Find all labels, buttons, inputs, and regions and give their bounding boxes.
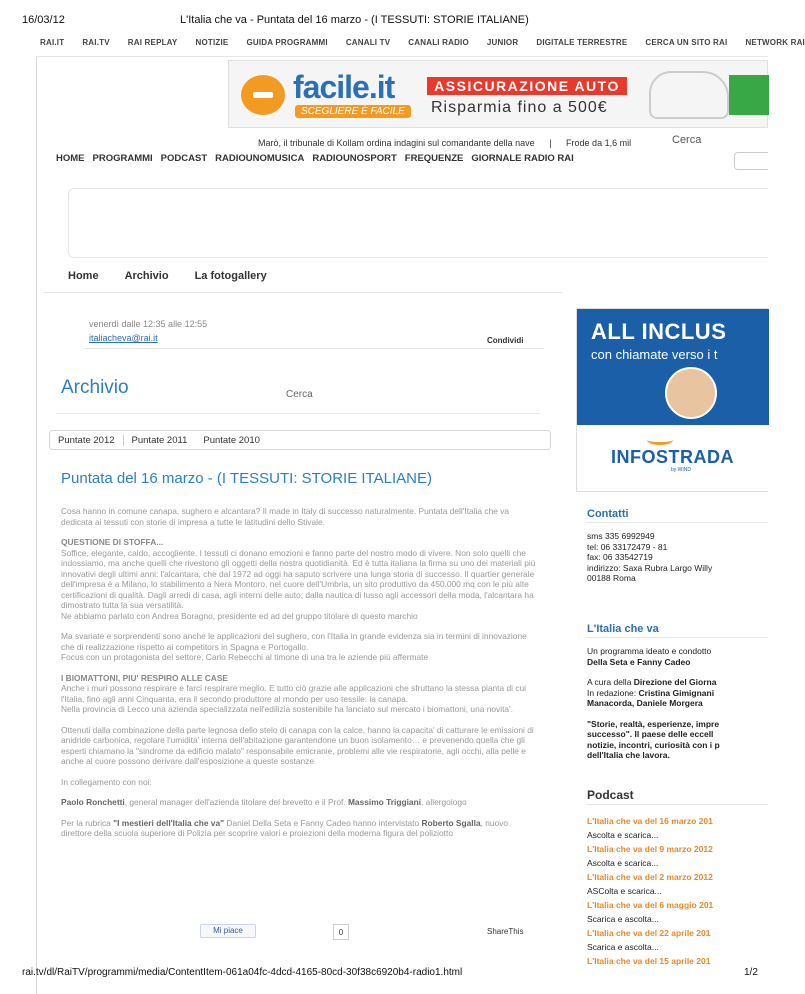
topnav-notizie[interactable]: NOTIZIE [195, 38, 229, 47]
print-date: 16/03/12 [22, 14, 65, 26]
section-text: Anche i muri possono respirare e farci respirare meglio. E tutto ciò grazie alle applicazioni che sfruttano la stessa pianta di cui l'Italia, fino agli anni Cinquanta, era il secondo produttore al mondo per uso tessile: la canapa. [61, 683, 527, 704]
info-line: notizie, incontri, curiosità con i p [587, 739, 720, 750]
tab-puntate-2011[interactable]: Puntate 2011 [131, 434, 188, 446]
ad-infostrada[interactable] [576, 308, 768, 492]
facebook-like-button[interactable]: Mi piace [200, 924, 256, 938]
section-text: Focus con un protagonista del settore, Carlo Rebecchi al timone di una tra le aziende più affermate [61, 652, 429, 662]
topnav-digitale-terrestre[interactable]: DIGITALE TERRESTRE [536, 38, 628, 47]
nav-radiounosport[interactable]: RADIOUNOSPORT [312, 153, 397, 164]
ad-subline: con chiamate verso i t [591, 347, 718, 362]
podcast-link[interactable]: L'Italia che va del 16 marzo 201 [587, 816, 713, 826]
ad-headline: ASSICURAZIONE AUTO [427, 77, 627, 95]
contatti-title: Contatti [587, 508, 629, 520]
archive-title: Archivio [61, 377, 129, 398]
ad-headline: ALL INCLUS [591, 319, 727, 344]
rubrica-part: , nuovo direttore della scuola superiore di Polizia per scoprire valori e proiezioni della moderna figura del poliziotto [61, 817, 509, 838]
ad-subline: Risparmia fino a 500€ [431, 99, 608, 116]
podcast-action[interactable]: Scarica e ascolta... [587, 942, 659, 952]
article-section [61, 537, 537, 621]
nav-giornale-radio[interactable]: GIORNALE RADIO RAI [471, 153, 574, 164]
contatti-block [587, 531, 768, 584]
subnav-fotogallery[interactable]: La fotogallery [194, 270, 267, 282]
topnav-rai-replay[interactable]: RAI REPLAY [127, 38, 178, 47]
ticker-item[interactable]: Marò, il tribunale di Kollam ordina indagini sul comandante della nave [258, 138, 535, 148]
podcast-list [587, 814, 768, 968]
section-heading: QUESTIONE DI STOFFA... [61, 537, 164, 547]
topnav-network[interactable]: NETWORK RAI [745, 38, 805, 47]
ad-banner-facile[interactable] [228, 60, 768, 128]
contact-city: 00188 Roma [587, 573, 636, 583]
facile-mark-icon [241, 75, 285, 115]
divider [587, 522, 768, 523]
social-row [200, 924, 540, 942]
program-hero-banner [68, 188, 768, 258]
section-text: Ne abbiamo parlato con Andrea Boragno, presidente ed ad del gruppo titolare di questo marchio [61, 610, 418, 621]
rubrica-person: Roberto Sgalla [421, 817, 481, 828]
rubrica-name: "I mestieri dell'Italia che va" [113, 817, 225, 828]
collegamento-text: In collegamento con noi: [61, 776, 152, 787]
guest-text: , general manager dell'azienda titolare del brevetto e il Prof. [124, 797, 348, 807]
podcast-link[interactable]: L'Italia che va del 22 aprile 201 [587, 928, 711, 938]
guests-text [61, 797, 537, 808]
topnav-rai-it[interactable]: RAI.IT [40, 38, 65, 47]
like-count: 0 [333, 924, 349, 940]
rubrica-part: Daniel Della Seta e Fanny Cadeo hanno intervistato [224, 817, 422, 828]
print-title: L'Italia che va - Puntata del 16 marzo - (I TESSUTI: STORIE ITALIANE) [180, 14, 529, 26]
podcast-title: Podcast [587, 788, 634, 802]
article-title: Puntata del 16 marzo - (I TESSUTI: STORIE ITALIANE) [61, 470, 432, 487]
info-line: successo". Il paese delle eccell [587, 729, 714, 739]
ticker-item[interactable]: Frode da 1,6 mil [566, 138, 632, 148]
podcast-link[interactable]: L'Italia che va del 2 marzo 2012 [587, 872, 713, 882]
archive-tabs [49, 430, 551, 450]
guest-name: Paolo Ronchetti [61, 797, 125, 807]
program-info-title: L'Italia che va [587, 623, 659, 635]
podcast-action[interactable]: Scarica e ascolta... [587, 914, 659, 924]
podcast-link[interactable]: L'Italia che va del 9 marzo 2012 [587, 844, 713, 854]
sharethis-button[interactable]: ShareThis [487, 927, 524, 936]
email-link[interactable]: italiacheva@rai.it [89, 333, 158, 343]
nav-podcast[interactable]: PODCAST [160, 153, 208, 164]
divider [56, 413, 540, 414]
podcast-action[interactable]: Ascolta e scarica... [587, 858, 659, 868]
divider [587, 804, 768, 805]
subnav-archivio[interactable]: Archivio [124, 270, 169, 282]
facile-tagline: SCEGLIERE È FACILE [295, 105, 411, 118]
facile-brand: facile.it [293, 69, 395, 105]
schedule-text: venerdì dalle 12:35 alle 12:55 [89, 319, 208, 329]
article-body [61, 506, 537, 849]
topnav-junior[interactable]: JUNIOR [486, 38, 519, 47]
info-line: Un programma ideato e condotto [587, 646, 712, 656]
podcast-link[interactable]: L'Italia che va del 6 maggio 201 [587, 900, 714, 910]
print-page-number: 1/2 [744, 967, 758, 978]
page-frame-top [36, 56, 768, 57]
article-section [61, 631, 537, 663]
info-line [587, 677, 768, 688]
car-icon [649, 71, 729, 119]
archive-search-label: Cerca [286, 389, 313, 400]
contact-tel: tel: 06 33172479 - 81 [587, 541, 668, 552]
person-photo [665, 367, 717, 419]
info-text: In redazione: [587, 687, 639, 698]
news-ticker [258, 138, 631, 148]
podcast-action[interactable]: ASColta e scarica... [587, 886, 662, 896]
info-text: A cura della [587, 677, 634, 687]
article-section: Ottenuti dalla combinazione della parte legnosa dello stelo di canapa con la calce, hanno la capacita' di catturare le emissioni di anidride carbonica, regolare l'umidita' interna dell'abitazione garantendone un buon isolamento… e prevenendo quella che gli esperti chiamano la "sindrome da edificio malato" responsabile emicranie, problemi alle vie respiratorie, agli occhi, alla pelle e anche al cuore possono derivare dall'esposizione a queste sostanze [61, 724, 534, 766]
tab-puntate-2010[interactable]: Puntate 2010 [203, 434, 260, 446]
rai-top-nav [40, 38, 805, 47]
guest-name: Massimo Triggiani [347, 797, 422, 807]
share-button[interactable]: Condividi [487, 336, 524, 345]
info-line: "Storie, realtà, esperienze, impre [587, 718, 720, 729]
info-bold: Direzione del Giorna [633, 677, 717, 687]
subnav-home[interactable]: Home [68, 270, 99, 282]
ticker-separator: | [549, 138, 552, 148]
podcast-action[interactable]: Ascolta e scarica... [587, 830, 659, 840]
article-intro: Cosa hanno in comune canapa, sughero e alcantara? Il made in Italy di successo naturalmente. Puntata dell'Italia che va dedicata ai tessuti con storie di impresa a tutte le latitudini dello Stivale. [61, 506, 510, 527]
infostrada-swoosh-icon [647, 435, 673, 445]
section-text: Nella provincia di Lecco una azienda specializzata nell'edilizia sostenibile ha lanciato sul mercato i biomattoni, una novita'. [61, 704, 513, 714]
program-sub-nav [68, 270, 267, 282]
topnav-rai-tv[interactable]: RAI.TV [82, 38, 110, 47]
top-search-label: Cerca [672, 134, 702, 146]
contact-address: indirizzo: Saxa Rubra Largo Willy [587, 562, 713, 573]
rubrica-text [61, 818, 537, 839]
guest-text: , allergologo [421, 797, 467, 807]
topnav-canali-radio[interactable]: CANALI RADIO [408, 38, 469, 47]
nav-frequenze[interactable]: FREQUENZE [404, 153, 464, 164]
podcast-link[interactable]: L'Italia che va del 15 aprile 201 [587, 956, 711, 966]
topnav-cerca-sito[interactable]: CERCA UN SITO RAI [645, 38, 728, 47]
facile-logo [241, 69, 411, 119]
divider [84, 348, 544, 349]
page-frame-left [36, 56, 37, 994]
print-footer-url: rai.tv/dl/RaiTV/programmi/media/ContentItem-061a04fc-4dcd-4165-80cd-30f38c6920b4-radio1.html [22, 967, 463, 978]
info-line: Della Seta e Fanny Cadeo [587, 656, 691, 667]
program-info [587, 646, 768, 761]
article-section [61, 673, 537, 715]
section-text: Ma svariate e sorprendenti sono anche le applicazioni del sughero, con l'Italia in grande evidenza sia in termini di innovazione che di realizzazione rispetto ai competitors in Spagna e Portogallo. [61, 631, 527, 652]
topnav-canali-tv[interactable]: CANALI TV [345, 38, 391, 47]
contact-sms: sms 335 6992949 [587, 531, 655, 541]
tab-puntate-2012[interactable]: Puntate 2012 [50, 435, 124, 446]
wind-logo: by WIND [671, 467, 691, 473]
contact-fax: fax: 06 33542719 [587, 552, 653, 562]
nav-programmi[interactable]: PROGRAMMI [92, 153, 153, 164]
top-search-input[interactable] [734, 152, 768, 170]
divider [587, 637, 768, 638]
infostrada-logo: INFOSTRADA [611, 447, 734, 467]
nav-radiounomusica[interactable]: RADIOUNOMUSICA [215, 153, 305, 164]
radio1-main-nav [56, 153, 574, 164]
divider [44, 292, 562, 293]
rubrica-part: Per la rubrica [61, 817, 114, 828]
nav-home[interactable]: HOME [56, 153, 85, 164]
section-heading: I BIOMATTONI, PIU' RESPIRO ALLE CASE [61, 672, 229, 683]
info-line [587, 688, 768, 699]
topnav-guida-programmi[interactable]: GUIDA PROGRAMMI [246, 38, 328, 47]
section-text: Soffice, elegante, caldo, accogliente. I tessuti ci donano emozioni e fanno parte del nostro modo di vivere. Non solo quelli che indossiamo, ma anche quelli che rivestono gli oggetti della nostra quotidianità. Ed è tutta italiana la firma su uno dei materiali più innovativi degli ultimi anni: l'alcantara, che dal 1972 ad oggi ha saputo scrivere una lunga storia di successo. Il quartier generale dell'impresa è a Milano, lo stabilimento a Nera Montoro, nel cuore dell'Umbria, un sito produttivo da 450.000 mq con le più alte certificazioni di qualità. Dagli arredi di casa, agli interni delle auto; dalla nautica di lusso agli accessori della moda, l'alcantara ha dimostrato tutta la sua versatilità. [61, 547, 536, 610]
info-line: dell'Italia che lavora. [587, 750, 670, 760]
info-line: Manacorda, Daniele Morgera [587, 698, 703, 708]
info-bold: Cristina Gimignani [638, 687, 715, 698]
ad-green-box [729, 75, 769, 115]
